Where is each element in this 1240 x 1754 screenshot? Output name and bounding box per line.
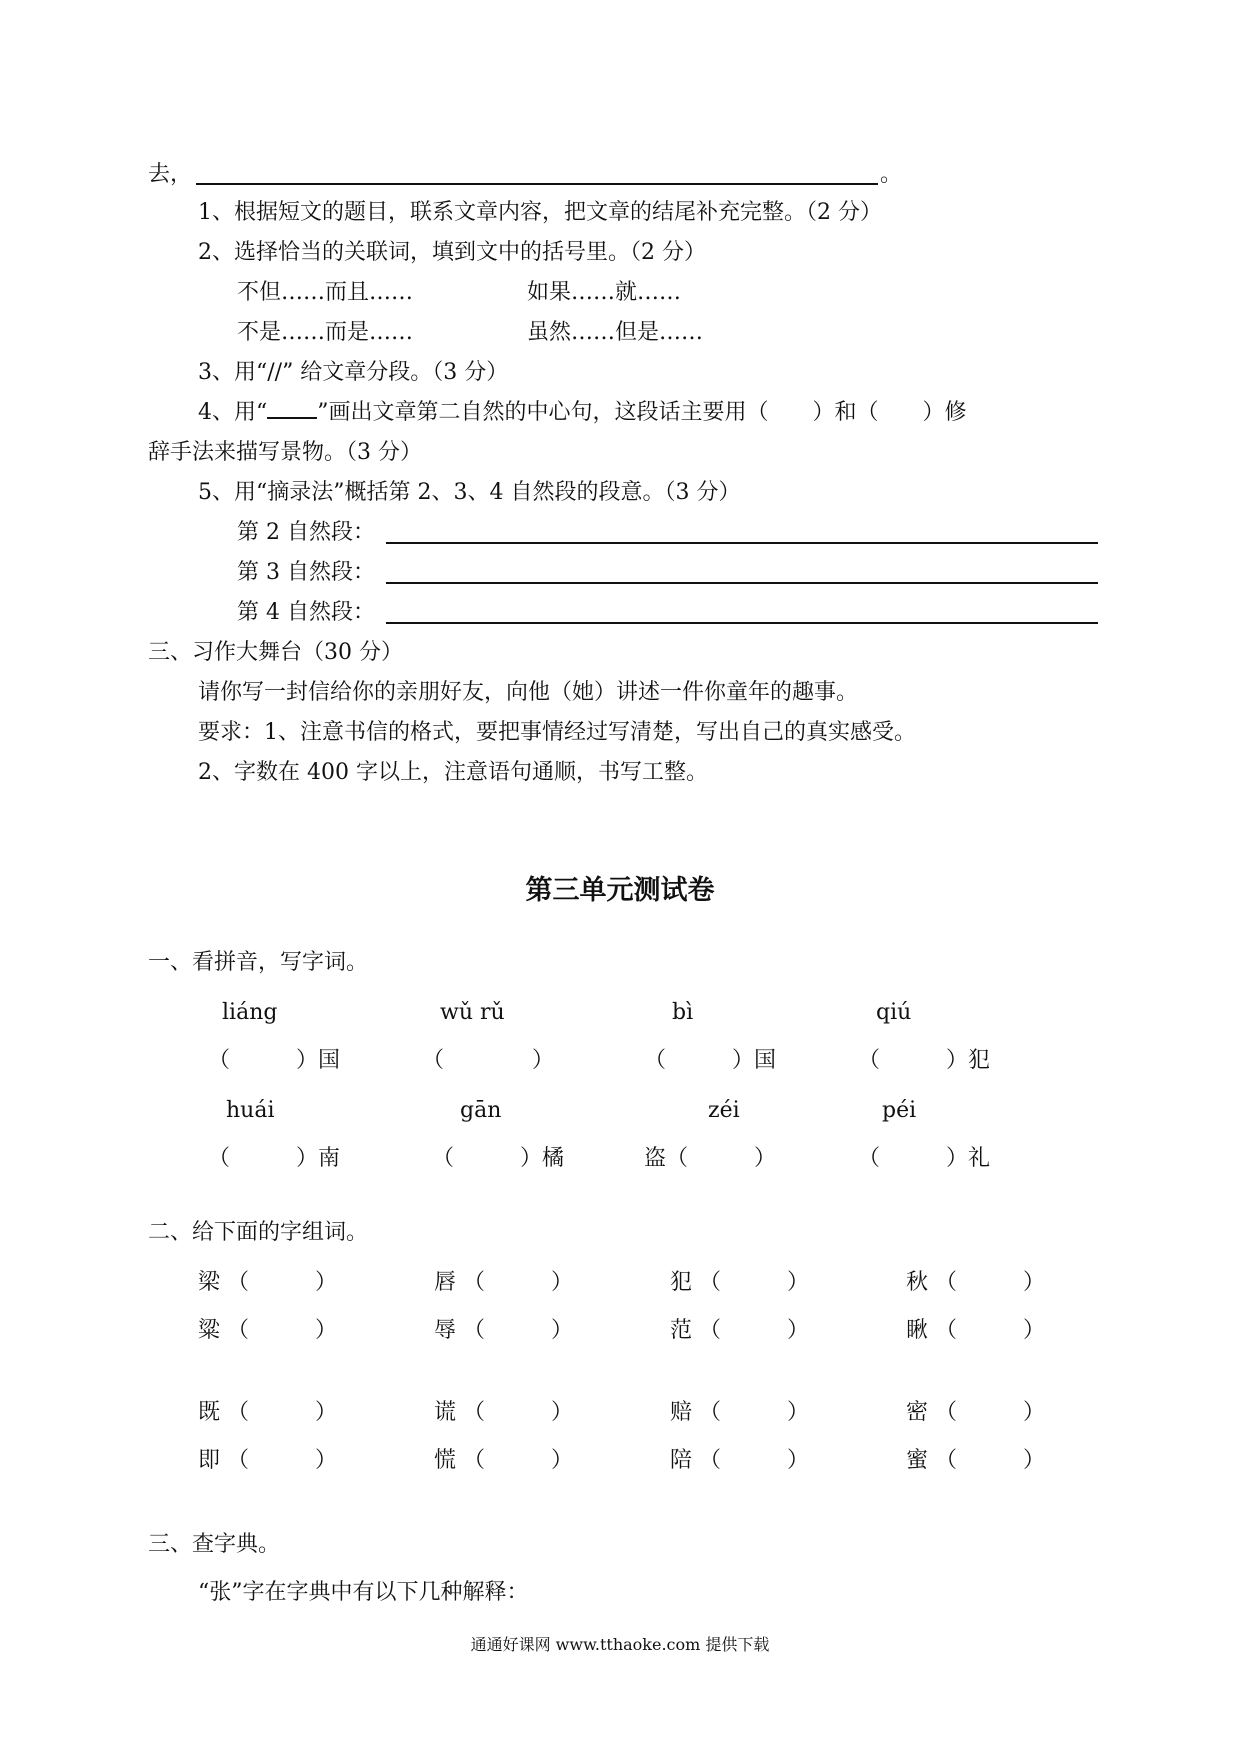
conjunction-option: 不但……而且…… [237, 280, 414, 305]
answer-blank[interactable]: （ ）犯 [858, 1048, 991, 1073]
conjunction-option: 不是……而是…… [237, 320, 414, 345]
word-group-item[interactable]: 唇 （ ） [434, 1270, 573, 1295]
pinyin: péi [882, 1098, 917, 1123]
pinyin: huái [226, 1098, 275, 1123]
question-1: 1、根据短文的题目，联系文章内容，把文章的结尾补充完整。（2 分） [198, 200, 882, 225]
word-group-item[interactable]: 梁 （ ） [198, 1270, 337, 1295]
answer-blank[interactable]: （ ）南 [208, 1146, 341, 1171]
word-group-item[interactable]: 陪 （ ） [670, 1448, 809, 1473]
paragraph-2-label: 第 2 自然段： [237, 520, 375, 545]
pinyin: bì [672, 1000, 694, 1025]
paragraph-3-answer-line[interactable] [386, 582, 1098, 584]
word-group-item[interactable]: 即 （ ） [198, 1448, 337, 1473]
question-5: 5、用“摘录法”概括第 2、3、4 自然段的段意。（3 分） [198, 480, 741, 505]
answer-blank[interactable]: （ ）礼 [858, 1146, 991, 1171]
page-footer: 通通好课网 www.tthaoke.com 提供下载 [470, 1635, 770, 1654]
question-4-part-a: 4、用“ [198, 400, 268, 425]
pinyin: gān [460, 1098, 502, 1123]
question-4-part-b: ”画出文章第二自然的中心句，这段话主要用（ ）和（ ）修 [317, 400, 967, 425]
unit-title: 第三单元测试卷 [525, 875, 715, 906]
word-group-item[interactable]: 赔 （ ） [670, 1400, 809, 1425]
writing-heading: 三、习作大舞台（30 分） [148, 640, 403, 665]
answer-blank[interactable]: 盗（ ） [644, 1146, 777, 1171]
word-group-item[interactable]: 谎 （ ） [434, 1400, 573, 1425]
word-group-item[interactable]: 密 （ ） [906, 1400, 1045, 1425]
paragraph-4-answer-line[interactable] [386, 622, 1098, 624]
paragraph-3-label: 第 3 自然段： [237, 560, 375, 585]
writing-requirement-2: 2、字数在 400 字以上，注意语句通顺，书写工整。 [198, 760, 708, 785]
conjunction-option: 如果……就…… [527, 280, 682, 305]
section-1-heading: 一、看拼音，写字词。 [148, 950, 369, 975]
section-3-heading: 三、查字典。 [148, 1532, 281, 1557]
conjunction-option: 虽然……但是…… [527, 320, 704, 345]
word-group-item[interactable]: 辱 （ ） [434, 1318, 573, 1343]
question-3: 3、用“//” 给文章分段。（3 分） [198, 360, 509, 385]
word-group-item[interactable]: 蜜 （ ） [906, 1448, 1045, 1473]
section-2-heading: 二、给下面的字组词。 [148, 1220, 369, 1245]
pinyin: liáng [222, 1000, 278, 1025]
word-group-item[interactable]: 既 （ ） [198, 1400, 337, 1425]
top-line-suffix: 。 [880, 162, 903, 187]
top-line-prefix: 去， [148, 162, 193, 187]
answer-blank[interactable]: （ ） [422, 1048, 555, 1073]
word-group-item[interactable]: 瞅 （ ） [906, 1318, 1045, 1343]
question-4-continuation: 辞手法来描写景物。（3 分） [148, 440, 422, 465]
word-group-item[interactable]: 粱 （ ） [198, 1318, 337, 1343]
paragraph-2-answer-line[interactable] [386, 542, 1098, 544]
pinyin: qiú [876, 1000, 912, 1025]
writing-requirement-1: 要求：1、注意书信的格式，要把事情经过写清楚，写出自己的真实感受。 [198, 720, 916, 745]
answer-blank[interactable]: （ ）国 [208, 1048, 341, 1073]
answer-blank[interactable]: （ ）国 [644, 1048, 777, 1073]
word-group-item[interactable]: 秋 （ ） [906, 1270, 1045, 1295]
question-2: 2、选择恰当的关联词，填到文中的括号里。（2 分） [198, 240, 706, 265]
underline-sample [267, 399, 317, 419]
pinyin: wǔ rǔ [440, 1000, 505, 1025]
word-group-item[interactable]: 慌 （ ） [434, 1448, 573, 1473]
answer-underline[interactable] [196, 183, 878, 185]
word-group-item[interactable]: 范 （ ） [670, 1318, 809, 1343]
pinyin: zéi [708, 1098, 740, 1123]
answer-blank[interactable]: （ ）橘 [432, 1146, 565, 1171]
word-group-item[interactable]: 犯 （ ） [670, 1270, 809, 1295]
paragraph-4-label: 第 4 自然段： [237, 600, 375, 625]
question-4 [198, 398, 967, 428]
writing-prompt: 请你写一封信给你的亲朋好友，向他（她）讲述一件你童年的趣事。 [198, 680, 859, 705]
section-3-intro: “张”字在字典中有以下几种解释： [198, 1580, 529, 1605]
